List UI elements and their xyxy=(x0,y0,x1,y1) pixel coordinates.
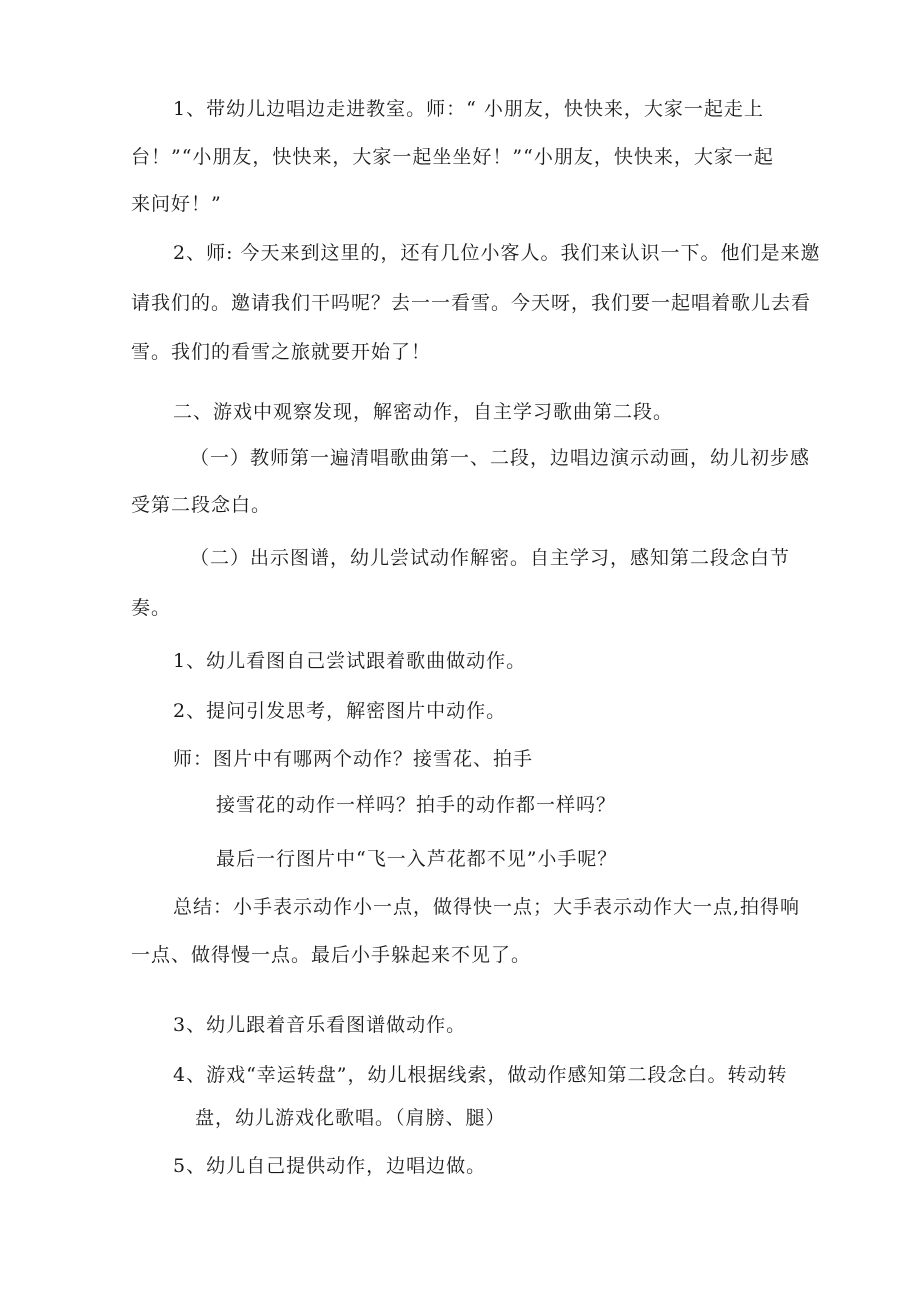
text-line-14: 师：图片中有哪两个动作？接雪花、拍手 xyxy=(173,748,534,770)
text-line-21: 盘，幼儿游戏化歌唱。（肩膀、腿） xyxy=(195,1107,506,1129)
text-line-3: 来问好！” xyxy=(131,193,222,215)
text-line-12: 1、幼儿看图自己尝试跟着歌曲做动作。 xyxy=(173,650,527,672)
text-line-19: 3、幼儿跟着音乐看图谱做动作。 xyxy=(173,1014,467,1036)
text-line-10: （二）出示图谱，幼儿尝试动作解密。自主学习，感知第二段念白节 xyxy=(190,547,791,569)
section-heading-2: 二、游戏中观察发现，解密动作，自主学习歌曲第二段。 xyxy=(173,401,674,423)
text-line-18: 一点、做得慢一点。最后小手躲起来不见了。 xyxy=(131,944,532,966)
text-line-2: 台！”“小朋友，快快来，大家一起坐坐好！”“小朋友，快快来，大家一起 xyxy=(131,146,774,168)
text-line-15: 接雪花的动作一样吗？拍手的动作都一样吗？ xyxy=(216,794,617,816)
text-line-5: 请我们的。邀请我们干吗呢？去一一看雪。今天呀，我们要一起唱着歌儿去看 xyxy=(131,292,812,314)
text-line-13: 2、提问引发思考，解密图片中动作。 xyxy=(173,700,507,722)
text-line-11: 奏。 xyxy=(131,597,172,619)
text-line-22: 5、幼儿自己提供动作，边唱边做。 xyxy=(173,1155,487,1177)
text-line-1: 1、带幼儿边唱边走进教室。师：“ 小朋友，快快来，大家一起走上 xyxy=(173,98,764,120)
text-line-8: （一）教师第一遍清唱歌曲第一、二段，边唱边演示动画，幼儿初步感 xyxy=(190,447,811,469)
text-line-17: 总结：小手表示动作小一点，做得快一点；大手表示动作大一点,拍得响 xyxy=(173,896,801,918)
text-line-9: 受第二段念白。 xyxy=(131,494,272,516)
text-line-16: 最后一行图片中“飞一入芦花都不见”小手呢？ xyxy=(216,848,618,870)
text-line-4: 2、师: 今天来到这里的，还有几位小客人。我们来认识一下。他们是来邀 xyxy=(173,242,821,264)
text-line-6: 雪。我们的看雪之旅就要开始了！ xyxy=(131,341,432,363)
text-line-20: 4、游戏“幸运转盘”，幼儿根据线索，做动作感知第二段念白。转动转 xyxy=(173,1064,788,1086)
